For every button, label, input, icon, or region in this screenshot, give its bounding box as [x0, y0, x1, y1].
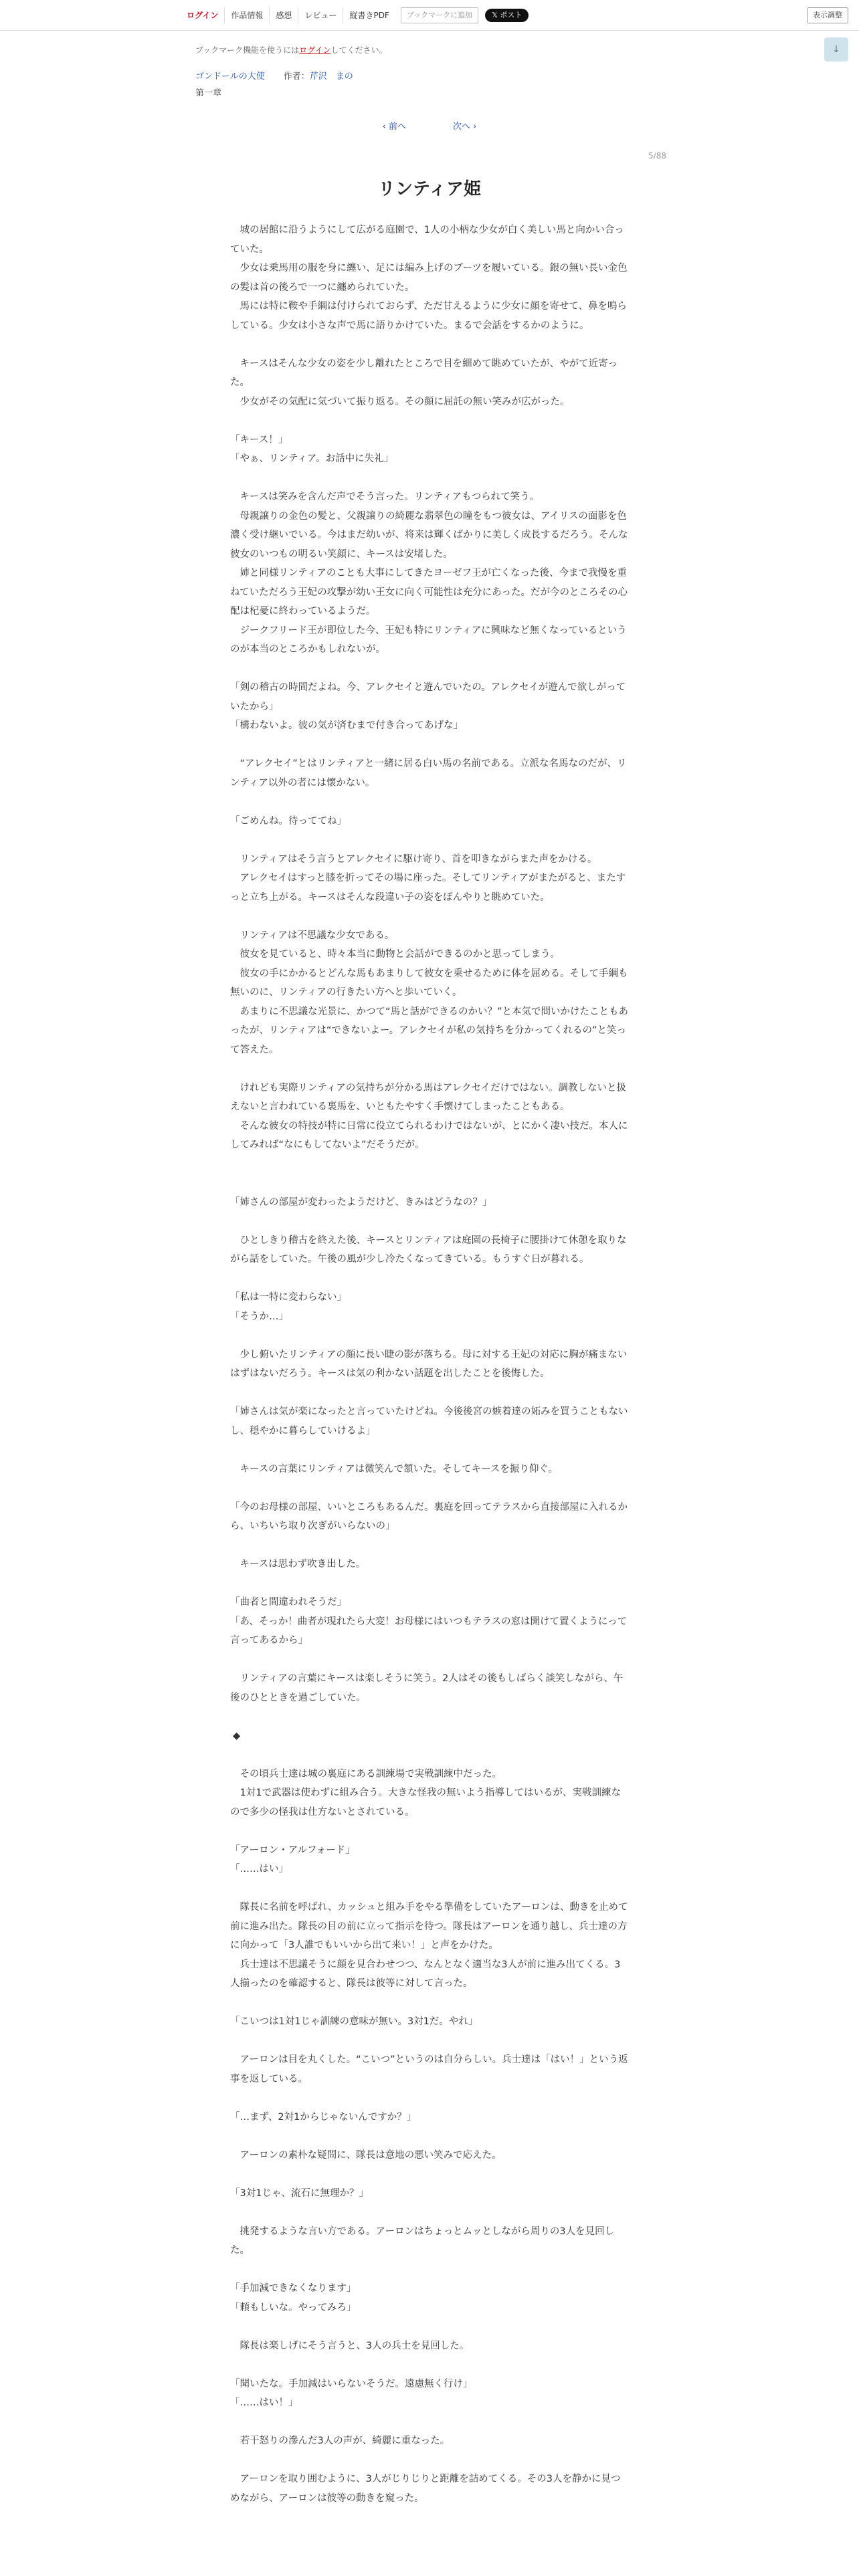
- paragraph: 隊長は楽しげにそう言うと、3人の兵士を見回した。: [230, 2340, 470, 2351]
- episode-title: リンティア姫: [378, 179, 481, 199]
- blank-line: [230, 1879, 629, 1899]
- paragraph: 「姉さんの部屋が変わったようだけど、きみはどうなの？」: [230, 1196, 492, 1208]
- series-link[interactable]: ゴンドールの大使: [195, 72, 265, 82]
- blank-line: [230, 469, 629, 488]
- paragraph: 「3対1じゃ、流石に無理か？」: [230, 2187, 369, 2199]
- blank-line: [230, 1174, 629, 1193]
- paragraph: 少女がその気配に気づいて振り返る。その顔に屈託の無い笑みが広がった。: [230, 396, 570, 407]
- paragraph: キースは思わず吹き出した。: [230, 1559, 366, 1570]
- novel-body: [230, 221, 629, 2508]
- blank-line: [230, 831, 629, 850]
- paragraph: 「頼もしいな。やってみろ」: [230, 2302, 357, 2313]
- blank-line: [230, 659, 629, 679]
- paragraph: “アレクセイ”とはリンティアと一緒に居る白い馬の名前である。立派な名馬なのだが、リンティア以外の者には懐かない。: [230, 758, 627, 788]
- paragraph: 彼女を見ていると、時々本当に動物と会話ができるのかと思ってしまう。: [230, 949, 560, 960]
- next-page-link[interactable]: 次へ ›: [453, 122, 477, 132]
- page-counter: 5/88: [648, 151, 666, 160]
- blank-line: [230, 2317, 629, 2337]
- paragraph: その頃兵士達は城の裏庭にある訓練場で実戦訓練中だった。: [230, 1768, 502, 1780]
- blank-line: [230, 2451, 629, 2470]
- paragraph: 「構わないよ。彼の気が済むまで付き合ってあげな」: [230, 720, 463, 731]
- paragraph: あまりに不思議な光景に、かつて“馬と話ができるのかい？”と本気で問いかけたこともあったが、リンティアは“できないよー。アレクセイが私の気持ちを分かってくれるの”と笑って答えた。: [230, 1006, 629, 1055]
- blank-line: [230, 2165, 629, 2184]
- paragraph: けれども実際リンティアの気持ちが分かる馬はアレクセイだけではない。調教しないと扱えないと言われている裏馬を、いともたやすく手懐けてしまったこともある。: [230, 1082, 627, 1112]
- blank-line: [230, 335, 629, 354]
- paragraph: 「アーロン・アルフォード」: [230, 1844, 355, 1856]
- bookmark-note-suffix: してください。: [330, 45, 387, 55]
- paragraph: 「そうか…」: [230, 1311, 288, 1322]
- blank-line: [230, 1650, 629, 1670]
- paragraph: 「今のお母様の部屋、いいところもあるんだ。裏庭を回ってテラスから直接部屋に入れるから、いちいち取り次ぎがいらないの」: [230, 1501, 628, 1531]
- paragraph: キースは笑みを含んだ声でそう言った。リンティアもつられて笑う。: [230, 492, 540, 502]
- blank-line: [230, 1745, 629, 1765]
- paragraph: 兵士達は不思議そうに顔を見合わせつつ、なんとなく適当な3人が前に進み出てくる。3人揃ったのを確認すると、隊長は彼等に対して言った。: [230, 1959, 621, 1989]
- work-meta: [195, 69, 637, 82]
- blank-line: [230, 2088, 629, 2108]
- paragraph: 若干怒りの滲んだ3人の声が、綺麗に重なった。: [230, 2436, 450, 2446]
- paragraph: キースの言葉にリンティアは微笑んで頷いた。そしてキースを振り仰ぐ。: [230, 1463, 559, 1475]
- nav-item-impressions[interactable]: 感想: [269, 7, 298, 23]
- bookmark-login-link[interactable]: ログイン: [299, 45, 331, 55]
- bookmark-note: [195, 44, 637, 56]
- blank-line: [230, 1384, 629, 1403]
- paragraph: 「剣の稽古の時間だよね。今、アレクセイと遊んでいたの。アレクセイが遊んで欲しがっていたから」: [230, 682, 626, 712]
- paragraph: リンティアの言葉にキースは楽しそうに笑う。2人はその後もしばらく談笑しながら、午後のひとときを過ごしていた。: [230, 1673, 624, 1703]
- paragraph: 1対1で武器は使わずに組み合う。大きな怪我の無いよう指導してはいるが、実戦訓練なので多少の怪我は仕方ないとされている。: [230, 1788, 621, 1818]
- paragraph: 「……はい！」: [230, 2397, 298, 2408]
- author-link[interactable]: 芹沢 まの: [309, 72, 353, 82]
- paragraph: 少し俯いたリンティアの顔に長い睫の影が落ちる。母に対する王妃の対応に胸が痛まないはずはないだろう。キースは気の利かない話題を出したことを後悔した。: [230, 1349, 628, 1379]
- blank-line: [230, 411, 629, 431]
- blank-line: [230, 1440, 629, 1460]
- author-label: 作者：: [283, 72, 310, 82]
- blank-line: [230, 792, 629, 812]
- blank-line: [230, 2032, 629, 2051]
- blank-line: [230, 1574, 629, 1594]
- paragraph: 「……はい」: [230, 1864, 288, 1874]
- paragraph: 姉と同様リンティアのことも大事にしてきたヨーゼフ王が亡くなった後、今まで我慢を重ねていただろう王妃の攻撃が幼い王女に向く可能性は充分にあった。だが今のところその心配は杞憂に終わっているようだ。: [230, 568, 628, 617]
- nav-item-vertical-pdf[interactable]: 縦書きPDF: [343, 7, 395, 23]
- paragraph: 「聞いたな。手加減はいらないそうだ。遠慮無く行け」: [230, 2378, 473, 2389]
- blank-line: [230, 2355, 629, 2375]
- paragraph: 「やぁ、リンティア。お話中に失礼」: [230, 453, 394, 464]
- blank-line: [230, 1155, 629, 1174]
- paragraph: 「私は一特に変わらない」: [230, 1292, 347, 1303]
- blank-line: [230, 1707, 629, 1727]
- scroll-down-icon[interactable]: ↓: [824, 37, 848, 62]
- blank-line: [230, 1822, 629, 1841]
- paragraph: キースはそんな少女の姿を少し離れたところで目を細めて眺めていたが、やがて近寄った。: [230, 358, 618, 388]
- paragraph: 彼女の手にかかるとどんな馬もあまりして彼女を乗せるために体を屈める。そして手綱も無いのに、リンティアの行きたい方へと歩いていく。: [230, 968, 628, 998]
- x-post-button[interactable]: 𝕏 ポスト: [485, 9, 529, 22]
- paragraph: アーロンの素朴な疑問に、隊長は意地の悪い笑みで応えた。: [230, 2149, 502, 2161]
- paragraph: 「ごめんね。待っててね」: [230, 815, 347, 827]
- blank-line: [230, 2260, 629, 2280]
- blank-line: [230, 1994, 629, 2013]
- blank-line: [230, 2203, 629, 2222]
- paragraph: 挑発するような言い方である。アーロンはちょっとムッとしながら周りの3人を見回した。: [230, 2226, 615, 2256]
- blank-line: [230, 1536, 629, 1555]
- blank-line: [230, 2413, 629, 2432]
- blank-line: [230, 1269, 629, 1289]
- paragraph: 「手加減できなくなります」: [230, 2283, 357, 2294]
- paragraph: 「キース！」: [230, 434, 288, 445]
- paragraph: アーロンは目を丸くした。“こいつ”というのは自分らしい。兵士達は「はい！」という返事を返している。: [230, 2054, 628, 2084]
- paragraph: ひとしきり稽古を終えた後、キースとリンティアは庭園の長椅子に腰掛けて休憩を取りながら話をしていた。午後の風が少し冷たくなってきている。もうすぐ日が暮れる。: [230, 1235, 627, 1265]
- login-button[interactable]: ログイン: [187, 11, 219, 20]
- paragraph: リンティアは不思議な少女である。: [230, 930, 395, 941]
- nav-item-review[interactable]: レビュー: [298, 7, 343, 23]
- paragraph: 「あ、そっか！曲者が現れたら大変！お母様にはいつもテラスの窓は開けて置くようにって言ってあるから」: [230, 1616, 628, 1646]
- paragraph: 隊長に名前を呼ばれ、カッシュと組み手をやる準備をしていたアーロンは、動きを止めて前に進み出た。隊長の目の前に立って指示を待つ。隊長はアーロンを通り越し、兵士達の方に向かって「3人誰でもいいから出て来い！」と声をかけた。: [230, 1902, 628, 1951]
- pager: [0, 119, 859, 132]
- paragraph: そんな彼女の特技が特に日常に役立てられるわけではないが、とにかく凄い技だ。本人にしてみれば“なにもしてないよ”だそうだが。: [230, 1120, 628, 1150]
- nav-menu: [181, 7, 529, 23]
- paragraph: 馬には特に鞍や手綱は付けられておらず、ただ甘えるように少女に顔を寄せて、鼻を鳴らしている。少女は小さな声で馬に語りかけていた。まるで会話をするかのように。: [230, 301, 628, 331]
- paragraph: アレクセイはすっと膝を折ってその場に座った。そしてリンティアがまたがると、またすっと立ち上がる。キースはそんな段違い子の姿をぼんやりと眺めていた。: [230, 873, 626, 903]
- paragraph: 「曲者と間違われそうだ」: [230, 1597, 347, 1608]
- display-settings-button[interactable]: 表示調整: [807, 7, 848, 23]
- nav-item-work-info[interactable]: 作品情報: [224, 7, 269, 23]
- paragraph: ◆: [233, 1730, 241, 1741]
- blank-line: [230, 1212, 629, 1231]
- blank-line: [230, 1059, 629, 1079]
- work-header: [195, 44, 637, 98]
- blank-line: [230, 1326, 629, 1346]
- paragraph: アーロンを取り囲むように、3人がじりじりと距離を詰めてくる。その3人を静かに見つめながら、アーロンは彼等の動きを窺った。: [230, 2474, 621, 2504]
- paragraph: 母親譲りの金色の髪と、父親譲りの綺麗な翡翠色の瞳をもつ彼女は、アイリスの面影を色濃く受け継いでいる。今はまだ幼いが、将来は輝くばかりに美しく成長するだろう。そんな彼女のいつもの明るい笑顔に、キースは安堵した。: [230, 510, 628, 560]
- chapter-title: 第一章: [195, 88, 222, 98]
- blank-line: [230, 736, 629, 755]
- paragraph: リンティアはそう言うとアレクセイに駆け寄り、首を叩きながらまた声をかける。: [230, 853, 597, 865]
- paragraph: 「姉さんは気が楽になったと言っていたけどね。今後後宮の嫉着達の妬みを買うこともないし、穏やかに暮らしていけるよ」: [230, 1406, 628, 1436]
- paragraph: 城の居館に沿うようにして広がる庭園で、1人の小柄な少女が白く美しい馬と向かい合っていた。: [230, 225, 624, 255]
- bookmark-note-text: ブックマーク機能を使うには: [195, 45, 300, 55]
- top-nav-bar: [0, 0, 859, 31]
- paragraph: 「こいつは1対1じゃ訓練の意味が無い。3対1だ。やれ」: [230, 2016, 478, 2027]
- bookmark-add-button[interactable]: ブックマークに追加: [401, 7, 478, 23]
- blank-line: [230, 1479, 629, 1498]
- paragraph: 少女は乗馬用の服を身に纏い、足には編み上げのブーツを履いている。銀の無い長い金色の髪は首の後ろで一つに纏められていた。: [230, 263, 628, 293]
- paragraph: ジークフリード王が即位した今、王妃も特にリンティアに興味など無くなっているというのが本当のところかもしれないが。: [230, 625, 627, 655]
- prev-page-link[interactable]: ‹ 前へ: [382, 122, 406, 132]
- paragraph: 「…まず、2対1からじゃないんですか？」: [230, 2111, 417, 2123]
- blank-line: [230, 907, 629, 926]
- blank-line: [230, 2127, 629, 2146]
